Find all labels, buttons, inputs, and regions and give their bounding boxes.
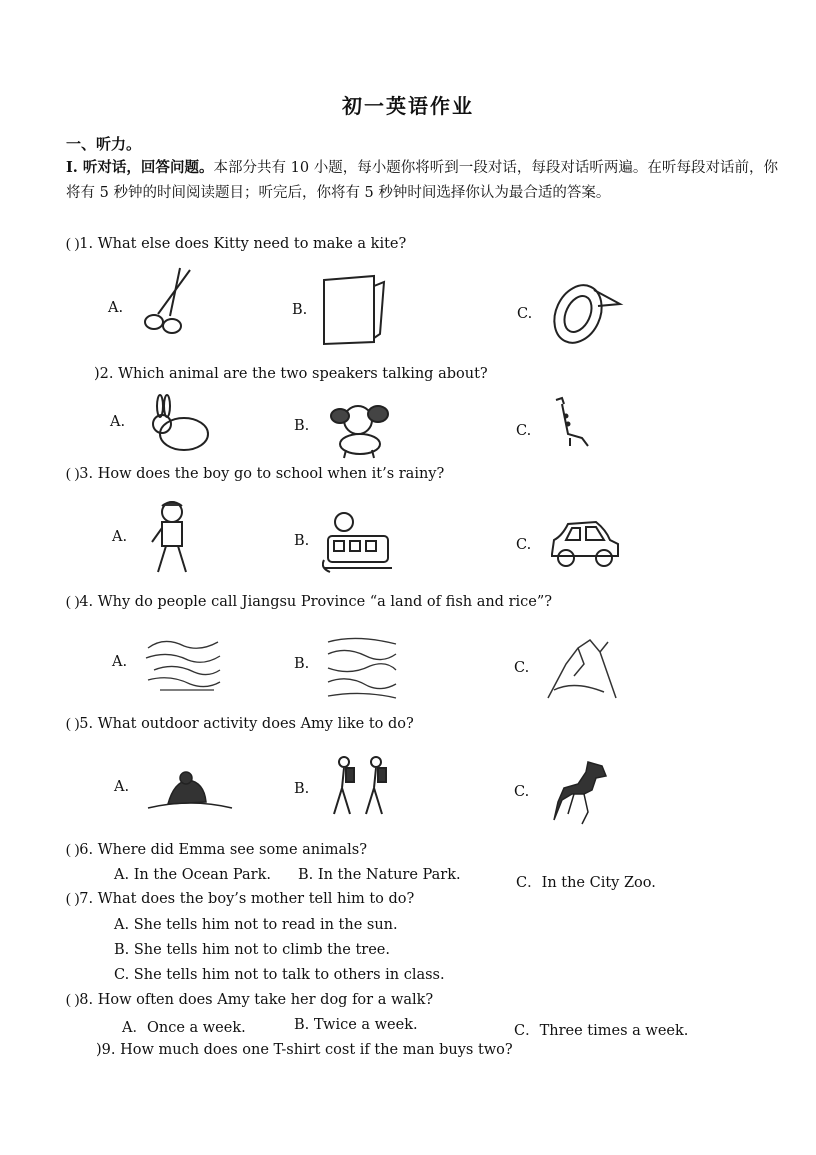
rabbit-icon (144, 394, 214, 456)
question-1 (66, 236, 406, 253)
question-text: 8. How often does Amy take her dog for a walk? (79, 992, 434, 1008)
instructions (66, 155, 778, 206)
question-4 (66, 594, 552, 611)
option-b: B. In the Nature Park. (298, 867, 461, 883)
question-text: 5. What outdoor activity does Amy like to do? (79, 716, 414, 732)
answer-blank[interactable]: ( ) (66, 992, 80, 1008)
question-text: )9. How much does one T-shirt cost if the man buys two? (96, 1042, 513, 1058)
question-text: 6. Where did Emma see some animals? (79, 842, 368, 858)
question-text: 7. What does the boy’s mother tell him to do? (79, 891, 415, 907)
option-b: B. She tells him not to climb the tree. (114, 942, 390, 958)
option-c: C．Three times a week. (514, 1023, 689, 1039)
option-a: A. In the Ocean Park. (114, 867, 271, 883)
mountain-icon (544, 634, 618, 702)
option-b-label: B. (294, 533, 310, 549)
option-c-label: C. (514, 660, 530, 676)
page-title: 初一英语作业 (342, 94, 474, 118)
option-a: A．Once a week. (122, 1020, 246, 1036)
paper-icon (318, 272, 390, 346)
car-icon (546, 514, 622, 572)
option-b: B. Twice a week. (294, 1017, 418, 1033)
train-icon (322, 510, 394, 576)
section-heading: 一、听力。 (66, 135, 142, 153)
option-c: C．In the City Zoo. (516, 875, 656, 891)
hiking-icon (322, 754, 398, 820)
question-text: 1. What else does Kitty need to make a kite? (79, 236, 407, 252)
question-6 (66, 842, 367, 859)
option-b-label: B. (294, 418, 310, 434)
giraffe-icon (548, 394, 598, 448)
walking-boy-icon (146, 498, 196, 576)
question-text: )2. Which animal are the two speakers talking about? (94, 366, 488, 382)
option-c: C. She tells him not to talk to others in class. (114, 967, 445, 983)
answer-blank[interactable]: ( ) (66, 716, 80, 732)
option-a-label: A. (114, 779, 130, 795)
tape-roll-icon (548, 276, 624, 348)
option-c-label: C. (514, 784, 530, 800)
answer-blank[interactable]: ( ) (66, 594, 80, 610)
answer-blank[interactable]: ( ) (66, 236, 80, 252)
answer-blank[interactable]: ( ) (66, 466, 80, 482)
option-b-label: B. (294, 656, 310, 672)
rivers-icon (326, 632, 398, 702)
option-a-label: A. (108, 300, 124, 316)
option-c-label: C. (517, 306, 533, 322)
question-5 (66, 716, 414, 733)
option-a: A. She tells him not to read in the sun. (114, 917, 398, 933)
option-c-label: C. (516, 537, 532, 553)
option-b-label: B. (294, 781, 310, 797)
dog-icon (322, 398, 394, 460)
question-2 (94, 366, 488, 383)
option-b-label: B. (292, 302, 308, 318)
horse-icon (544, 758, 614, 828)
question-text: 4. Why do people call Jiangsu Province “a land of fish and rice”? (79, 594, 553, 610)
answer-blank[interactable]: ( ) (66, 891, 80, 907)
question-text: 3. How does the boy go to school when it’s rainy? (79, 466, 445, 482)
scissors-icon (140, 266, 200, 338)
option-a-label: A. (112, 529, 128, 545)
instructions-label: I. 听对话，回答问题。 (66, 159, 214, 176)
lake-icon (144, 632, 222, 696)
fishing-icon (144, 768, 236, 814)
answer-blank[interactable]: ( ) (66, 842, 80, 858)
question-7 (66, 891, 414, 908)
option-c-label: C. (516, 423, 532, 439)
question-8 (66, 992, 433, 1009)
question-9 (96, 1042, 513, 1059)
option-a-label: A. (112, 654, 128, 670)
instructions-text: 本部分共有 10 小题，每小题你将听到一段对话，每段对话听两遍。在听每段对话前，你将有 5 秒钟的时间阅读题目；听完后，你将有 5 秒钟时间选择你认为最合适的答案。 (66, 160, 778, 201)
option-a-label: A. (110, 414, 126, 430)
question-3 (66, 466, 444, 483)
